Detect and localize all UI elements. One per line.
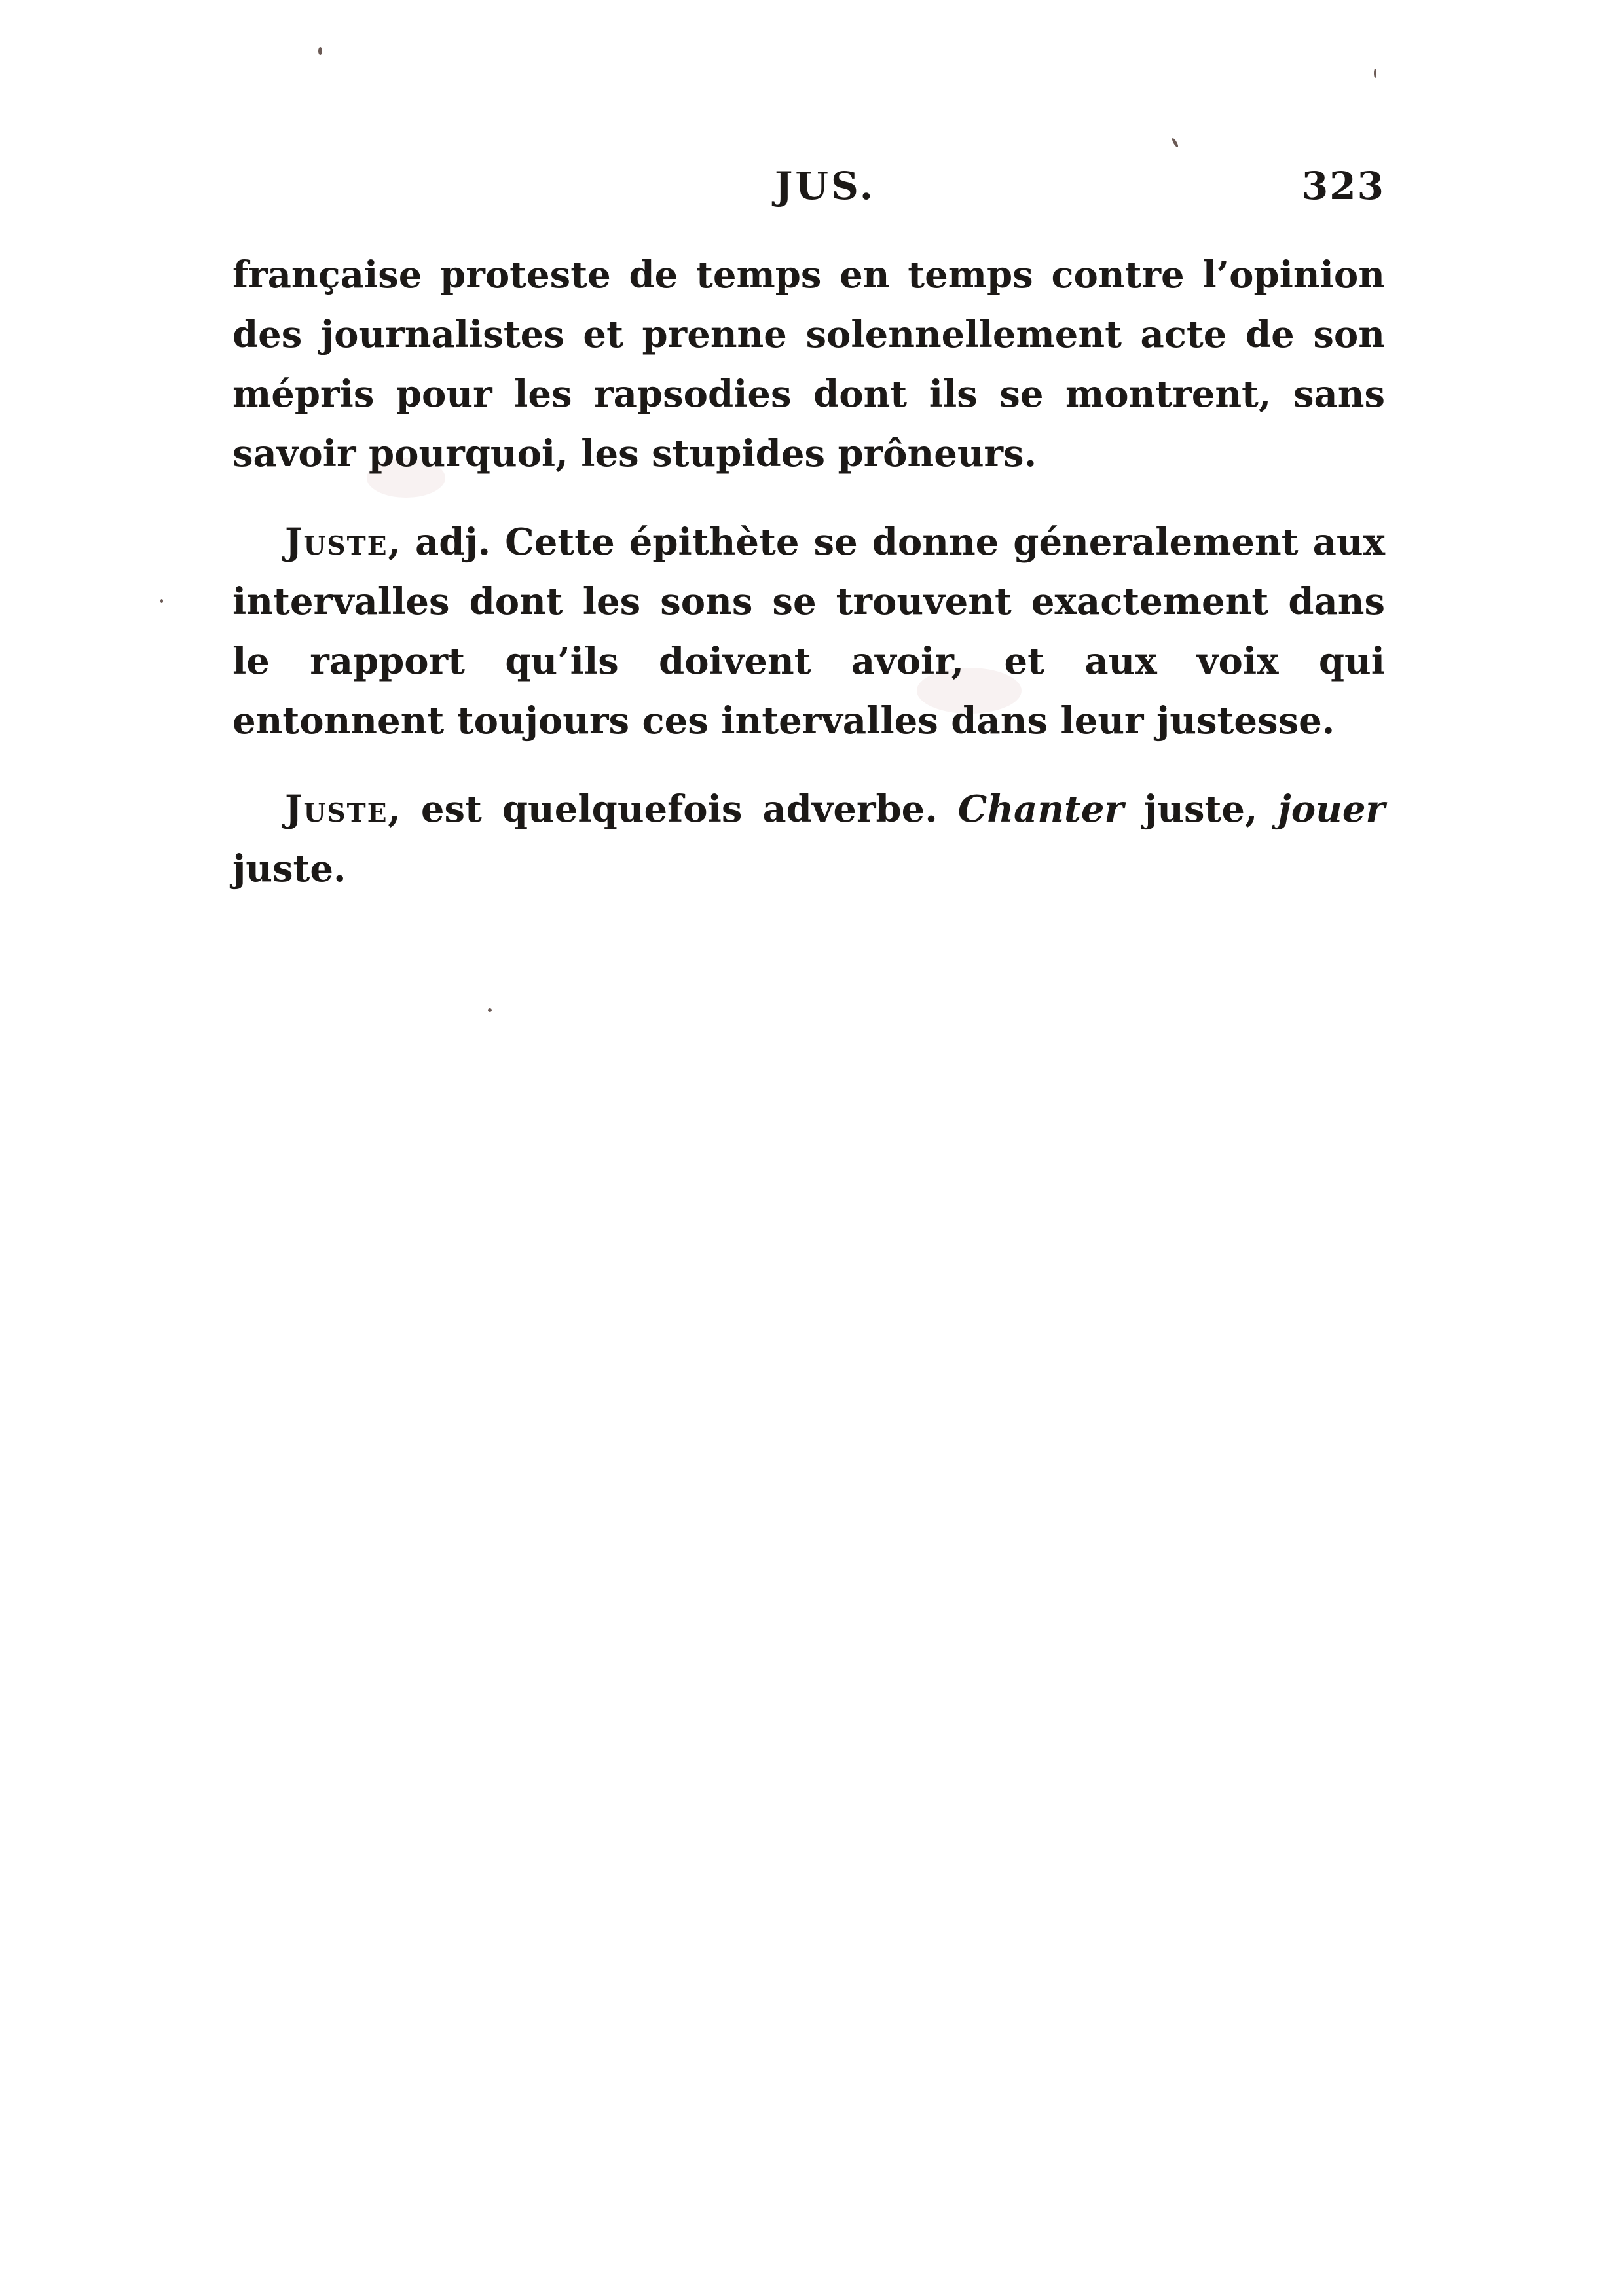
entry-text: , est quelquefois adverbe. [388, 788, 958, 831]
entry-text: juste, [1124, 788, 1278, 831]
example-italic: Chanter [957, 788, 1124, 831]
ink-speck [160, 599, 163, 603]
page-number: 323 [1301, 164, 1385, 208]
entry-text: juste. [232, 847, 346, 890]
running-head: JUS. [774, 164, 876, 208]
entry-word: Juste [285, 520, 388, 564]
example-italic: jouer [1278, 788, 1385, 831]
ink-speck [1374, 69, 1376, 78]
body-text [232, 246, 1385, 899]
paragraph-entry-juste-adverb [232, 780, 1385, 899]
ink-speck [488, 1008, 492, 1012]
paragraph-entry-juste-adj [232, 513, 1385, 751]
entry-definition: , adj. Cette épithète se donne géneralement aux intervalles dont les sons se trouvent exactement dans le rapport qu’ils doivent avoir, et aux voix qui entonnent toujours ces intervalles dans leur justesse. [232, 520, 1385, 742]
ink-speck [1171, 137, 1179, 148]
paragraph-continuation: française proteste de temps en temps contre l’opinion des journalistes et prenne solennellement acte de son mépris pour les rapsodies dont ils se montrent, sans savoir pourquoi, les stupides prôneurs. [232, 253, 1385, 475]
ink-speck [318, 47, 322, 55]
page-header [232, 164, 1385, 223]
entry-word: Juste [285, 788, 388, 831]
